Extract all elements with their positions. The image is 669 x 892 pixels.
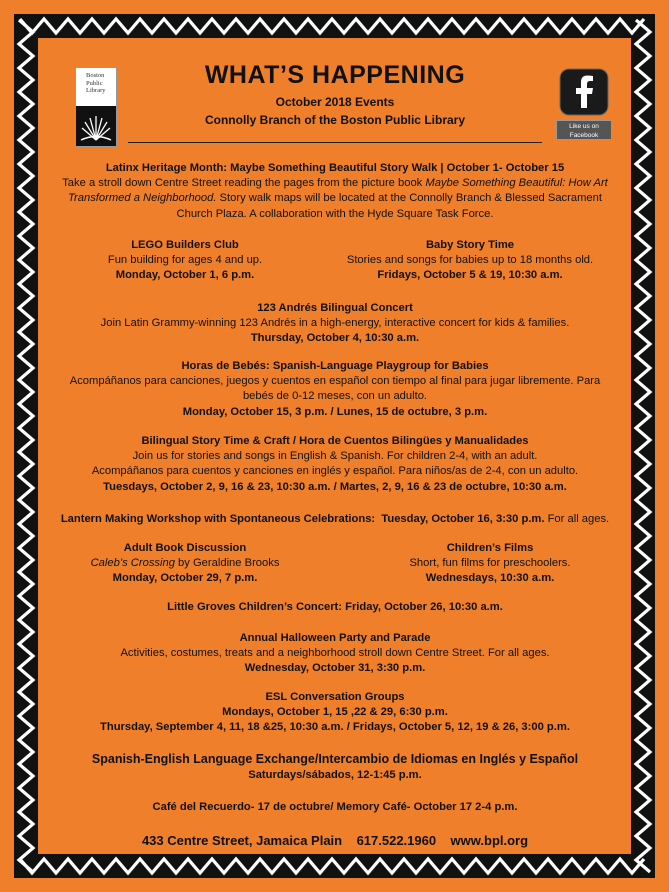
lego-club-section — [90, 238, 280, 284]
branch-name: Connolly Branch of the Boston Public Library — [204, 113, 465, 127]
book-title: Maybe Something Beautiful: How Art Transformed a Neighborhood. — [68, 177, 608, 205]
concert-description: Join Latin Grammy-winning 123 Andrés in a high-energy, interactive concert for kids & families. — [100, 317, 570, 330]
esl-section — [50, 690, 620, 736]
header-divider — [128, 142, 542, 143]
page-title: WHAT’S HAPPENING — [204, 61, 466, 89]
bilingual-story-section — [50, 434, 620, 495]
footer-website[interactable]: www.bpl.org — [450, 833, 529, 848]
facebook-badge[interactable] — [556, 68, 612, 140]
footer — [50, 832, 620, 850]
lantern-section — [50, 512, 620, 527]
page-subtitle: October 2018 Events — [275, 95, 395, 109]
films-section — [400, 541, 580, 587]
lantern-when: Tuesday, October 16, 3:30 p.m. — [381, 513, 545, 525]
story-walk-title: Latinx Heritage Month: Maybe Something Beautiful Story Walk | October 1- October 15 — [105, 162, 565, 174]
boston-public-library-logo — [75, 67, 117, 147]
flyer-content — [50, 52, 620, 852]
baby-story-description: Stories and songs for babies up to 18 months old. — [346, 254, 594, 267]
lego-when: Monday, October 1, 6 p.m. — [115, 269, 255, 282]
bilingual-title: Bilingual Story Time & Craft / Hora de Cuentos Bilingües y Manualidades — [141, 435, 529, 447]
story-walk-section — [50, 161, 620, 222]
exchange-section — [50, 751, 620, 783]
adult-book-title: Adult Book Discussion — [123, 542, 247, 554]
concert-title: 123 Andrés Bilingual Concert — [257, 302, 413, 314]
groves-concert: Little Groves Children’s Concert: Friday, October 26, 10:30 a.m. — [167, 601, 503, 613]
concert-when: Thursday, October 4, 10:30 a.m. — [250, 332, 420, 345]
bebes-section — [50, 359, 620, 420]
bebes-title: Horas de Bebés: Spanish-Language Playgroup for Babies — [181, 360, 489, 372]
bpl-logo-word: Boston — [86, 72, 105, 79]
adult-book-name: Caleb’s Crossing — [90, 557, 175, 570]
lantern-note: For all ages. — [547, 513, 610, 525]
halloween-section — [50, 631, 620, 677]
lego-description: Fun building for ages 4 and up. — [107, 254, 263, 267]
adult-book-when: Monday, October 29, 7 p.m. — [112, 572, 258, 585]
adult-book-description: Caleb’s Crossing by Geraldine Brooks — [90, 557, 280, 570]
bilingual-when: Tuesdays, October 2, 9, 16 & 23, 10:30 a.m. / Martes, 2, 9, 16 & 23 de octubre, 10:30 a.m. — [103, 480, 567, 493]
facebook-icon — [559, 68, 609, 116]
bilingual-description: Join us for stories and songs in English & Spanish. For children 2-4, with an adult. — [132, 450, 538, 463]
bebes-description: Acompáñanos para canciones, juegos y cuentos en español con tiempo al final para jugar libremente. Para — [69, 375, 601, 388]
esl-when: Thursday, September 4, 11, 18 &25, 10:30 a.m. / Fridays, October 5, 12, 19 & 26, 3:00 p.m. — [100, 721, 570, 734]
baby-story-title: Baby Story Time — [425, 239, 515, 251]
footer-address: 433 Centre Street, Jamaica Plain — [141, 833, 343, 848]
halloween-description: Activities, costumes, treats and a neighborhood stroll down Centre Street. For all ages. — [120, 647, 550, 660]
bpl-logo-word: Public — [86, 79, 103, 87]
lantern-title: Lantern Making Workshop with Spontaneous Celebrations: — [60, 513, 376, 525]
halloween-when: Wednesday, October 31, 3:30 p.m. — [244, 662, 426, 675]
exchange-title: Spanish-English Language Exchange/Intercambio de Idiomas en Inglés y Español — [91, 752, 579, 766]
baby-story-section — [340, 238, 600, 284]
films-description: Short, fun films for preschoolers. — [409, 557, 571, 570]
bilingual-description: Acompáñanos para cuentos y canciones en inglés y español. Para niños/as de 2-4, con un adulto. — [91, 465, 579, 478]
lego-title: LEGO Builders Club — [131, 239, 239, 251]
baby-story-when: Fridays, October 5 & 19, 10:30 a.m. — [377, 269, 563, 282]
bpl-logo-word: Library — [86, 87, 106, 94]
facebook-like-label: Like us on Facebook — [556, 120, 612, 140]
esl-when: Mondays, October 1, 15 ,22 & 29, 6:30 p.m. — [222, 706, 448, 719]
esl-title: ESL Conversation Groups — [265, 691, 405, 703]
concert-section — [50, 301, 620, 347]
footer-phone: 617.522.1960 — [356, 833, 437, 848]
library-fan-icon — [76, 106, 116, 146]
bebes-when: Monday, October 15, 3 p.m. / Lunes, 15 de octubre, 3 p.m. — [182, 405, 488, 418]
story-walk-description: Take a stroll down Centre Street reading the pages from the picture book Maybe Something Beautiful: How Art Transformed a Neighborhood. Story walk maps will be located at the Connolly Branch & Blessed Sacrament Church Plaza. A collaboration with the Hyde Square Task Force. — [62, 177, 608, 220]
films-title: Children’s Films — [446, 542, 534, 554]
bebes-description: bebés de 0-12 meses, con un adulto. — [242, 390, 428, 403]
exchange-when: Saturdays/sábados, 12-1:45 p.m. — [248, 769, 422, 781]
films-when: Wednesdays, 10:30 a.m. — [425, 572, 555, 585]
memory-cafe: Café del Recuerdo- 17 de octubre/ Memory Café- October 17 2-4 p.m. — [152, 801, 518, 813]
adult-book-section — [80, 541, 290, 587]
halloween-title: Annual Halloween Party and Parade — [239, 632, 431, 644]
